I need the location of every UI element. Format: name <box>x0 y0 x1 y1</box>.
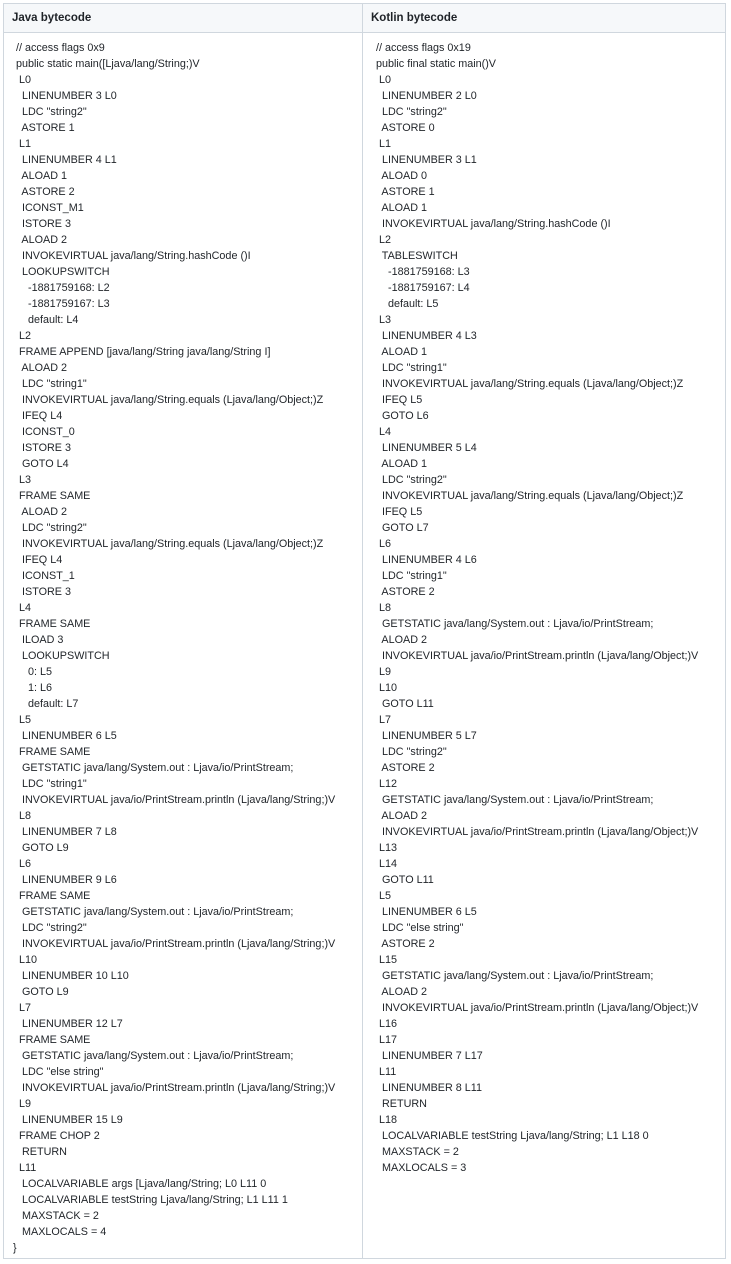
java-code-line: FRAME CHOP 2 <box>13 1130 100 1142</box>
kotlin-code-line: ASTORE 2 <box>373 938 435 950</box>
kotlin-code-line: TABLESWITCH <box>373 250 458 262</box>
kotlin-code-line: ALOAD 1 <box>373 202 428 214</box>
java-code-line: 1: L6 <box>13 682 53 694</box>
kotlin-code-line: L11 <box>373 1066 397 1078</box>
kotlin-code-line: L5 <box>373 890 392 902</box>
java-code-line: INVOKEVIRTUAL java/lang/String.equals (Ljava/lang/Object;)Z <box>13 538 324 550</box>
java-code-line: IFEQ L4 <box>13 554 63 566</box>
kotlin-code-line: L7 <box>373 714 392 726</box>
java-code-line: FRAME SAME <box>13 746 91 758</box>
kotlin-code-line: public final static main()V <box>373 58 497 70</box>
kotlin-code-line: LINENUMBER 4 L3 <box>373 330 477 342</box>
java-code-line: L1 <box>13 138 32 150</box>
java-code-line: L8 <box>13 810 32 822</box>
kotlin-code-line: L12 <box>373 778 398 790</box>
kotlin-code-line: MAXLOCALS = 3 <box>373 1162 467 1174</box>
java-code-line: ASTORE 2 <box>13 186 75 198</box>
kotlin-code-line: LDC "else string" <box>373 922 464 934</box>
java-code-line: RETURN <box>13 1146 67 1158</box>
kotlin-code-line: L13 <box>373 842 398 854</box>
kotlin-code-line: default: L5 <box>373 298 439 310</box>
bytecode-comparison-table <box>3 3 726 1259</box>
java-code-line: ICONST_0 <box>13 426 75 438</box>
kotlin-code-line: ASTORE 1 <box>373 186 435 198</box>
java-code-line: LINENUMBER 7 L8 <box>13 826 117 838</box>
java-code-line: LDC "string1" <box>13 378 87 390</box>
kotlin-code-line: L9 <box>373 666 392 678</box>
kotlin-code-line: LINENUMBER 5 L7 <box>373 730 477 742</box>
java-code-line: LINENUMBER 12 L7 <box>13 1018 123 1030</box>
kotlin-code-line: GOTO L11 <box>373 874 434 886</box>
java-code-line: L4 <box>13 602 32 614</box>
java-code-line: ICONST_1 <box>13 570 75 582</box>
java-code-line: LDC "else string" <box>13 1066 104 1078</box>
java-code-line: L3 <box>13 474 32 486</box>
java-code-line: FRAME SAME <box>13 490 91 502</box>
java-code-line: LOCALVARIABLE args [Ljava/lang/String; L0 L11 0 <box>13 1178 267 1190</box>
kotlin-code-line: MAXSTACK = 2 <box>373 1146 459 1158</box>
java-bytecode-cell <box>4 33 363 1258</box>
java-code-line: MAXLOCALS = 4 <box>13 1226 107 1238</box>
kotlin-code-line: L18 <box>373 1114 398 1126</box>
java-code-line: LINENUMBER 4 L1 <box>13 154 117 166</box>
kotlin-code-line: L8 <box>373 602 392 614</box>
java-code-line: ALOAD 1 <box>13 170 68 182</box>
kotlin-code-line: INVOKEVIRTUAL java/io/PrintStream.println (Ljava/lang/Object;)V <box>373 1002 699 1014</box>
kotlin-code-line: ALOAD 1 <box>373 458 428 470</box>
kotlin-code-line: -1881759167: L4 <box>373 282 470 294</box>
kotlin-code-line: INVOKEVIRTUAL java/io/PrintStream.println (Ljava/lang/Object;)V <box>373 650 699 662</box>
java-code-line: FRAME SAME <box>13 890 91 902</box>
java-code-line: L6 <box>13 858 32 870</box>
kotlin-code-line: ASTORE 2 <box>373 586 435 598</box>
java-code-line: ALOAD 2 <box>13 506 68 518</box>
kotlin-code-line: INVOKEVIRTUAL java/io/PrintStream.println (Ljava/lang/Object;)V <box>373 826 699 838</box>
kotlin-code-line: LINENUMBER 4 L6 <box>373 554 477 566</box>
java-code-line: -1881759168: L2 <box>13 282 110 294</box>
java-code-line: GOTO L4 <box>13 458 69 470</box>
kotlin-code-line: IFEQ L5 <box>373 394 423 406</box>
kotlin-code-line: ALOAD 2 <box>373 986 428 998</box>
kotlin-code-line: LDC "string2" <box>373 746 447 758</box>
kotlin-code-line: L0 <box>373 74 392 86</box>
java-code-line: LINENUMBER 10 L10 <box>13 970 129 982</box>
java-code-line: LINENUMBER 9 L6 <box>13 874 117 886</box>
java-code-line: IFEQ L4 <box>13 410 63 422</box>
java-code-line: LINENUMBER 3 L0 <box>13 90 117 102</box>
java-code-line: LDC "string1" <box>13 778 87 790</box>
java-code-line: L9 <box>13 1098 32 1110</box>
java-code-line: ICONST_M1 <box>13 202 84 214</box>
kotlin-code-line: RETURN <box>373 1098 427 1110</box>
java-code-line: -1881759167: L3 <box>13 298 110 310</box>
java-code-line: public static main([Ljava/lang/String;)V <box>13 58 200 70</box>
java-code-line: ISTORE 3 <box>13 442 72 454</box>
java-code-line: ISTORE 3 <box>13 586 72 598</box>
java-code-line: L0 <box>13 74 32 86</box>
kotlin-code-line: LINENUMBER 3 L1 <box>373 154 477 166</box>
kotlin-code-line: L1 <box>373 138 392 150</box>
kotlin-code-line: LDC "string1" <box>373 362 447 374</box>
java-code-line: LDC "string2" <box>13 106 87 118</box>
kotlin-code-line: L10 <box>373 682 398 694</box>
java-code-line: GETSTATIC java/lang/System.out : Ljava/io/PrintStream; <box>13 906 294 918</box>
kotlin-code-line: LINENUMBER 7 L17 <box>373 1050 483 1062</box>
kotlin-code-line: LDC "string2" <box>373 474 447 486</box>
java-code-line: FRAME APPEND [java/lang/String java/lang/String I] <box>13 346 271 358</box>
java-code-line: LOCALVARIABLE testString Ljava/lang/String; L1 L11 1 <box>13 1194 288 1206</box>
java-code-line: LOOKUPSWITCH <box>13 650 110 662</box>
kotlin-code-line: ASTORE 0 <box>373 122 435 134</box>
kotlin-code-line: L16 <box>373 1018 398 1030</box>
kotlin-code-line: LDC "string2" <box>373 106 447 118</box>
kotlin-bytecode-header: Kotlin bytecode <box>371 12 458 24</box>
kotlin-code-line: LINENUMBER 2 L0 <box>373 90 477 102</box>
kotlin-code-line: INVOKEVIRTUAL java/lang/String.equals (Ljava/lang/Object;)Z <box>373 490 684 502</box>
kotlin-code-line: LINENUMBER 6 L5 <box>373 906 477 918</box>
java-code-line: L7 <box>13 1002 32 1014</box>
kotlin-code-line: LINENUMBER 8 L11 <box>373 1082 483 1094</box>
table-body-row <box>4 33 725 1258</box>
kotlin-code-line: L15 <box>373 954 398 966</box>
kotlin-code-line: -1881759168: L3 <box>373 266 470 278</box>
java-code-line: // access flags 0x9 <box>13 42 105 54</box>
java-code-line: FRAME SAME <box>13 1034 91 1046</box>
kotlin-code-line: LINENUMBER 5 L4 <box>373 442 477 454</box>
java-code-line: ILOAD 3 <box>13 634 64 646</box>
kotlin-code-line: LDC "string1" <box>373 570 447 582</box>
kotlin-bytecode-cell <box>363 33 731 1258</box>
java-code-line: LDC "string2" <box>13 522 87 534</box>
java-code-line: LINENUMBER 15 L9 <box>13 1114 123 1126</box>
java-code-line: INVOKEVIRTUAL java/lang/String.hashCode ()I <box>13 250 251 262</box>
java-code-line: GETSTATIC java/lang/System.out : Ljava/io/PrintStream; <box>13 1050 294 1062</box>
java-code-line: ISTORE 3 <box>13 218 72 230</box>
java-code-line: L11 <box>13 1162 37 1174</box>
java-code-line: 0: L5 <box>13 666 53 678</box>
kotlin-code-line: L6 <box>373 538 392 550</box>
java-code-line: MAXSTACK = 2 <box>13 1210 99 1222</box>
kotlin-code-line: IFEQ L5 <box>373 506 423 518</box>
kotlin-code-line: ALOAD 1 <box>373 346 428 358</box>
kotlin-code-line: GETSTATIC java/lang/System.out : Ljava/io/PrintStream; <box>373 970 654 982</box>
kotlin-code-line: GOTO L6 <box>373 410 429 422</box>
java-code-line: INVOKEVIRTUAL java/io/PrintStream.println (Ljava/lang/String;)V <box>13 938 336 950</box>
java-code-line: L5 <box>13 714 32 726</box>
kotlin-code-line: ASTORE 2 <box>373 762 435 774</box>
java-code-line: default: L4 <box>13 314 79 326</box>
kotlin-code-line: GETSTATIC java/lang/System.out : Ljava/io/PrintStream; <box>373 618 654 630</box>
java-code-line: ASTORE 1 <box>13 122 75 134</box>
java-code-line: LINENUMBER 6 L5 <box>13 730 117 742</box>
kotlin-code-line: INVOKEVIRTUAL java/lang/String.hashCode ()I <box>373 218 611 230</box>
java-code-line: L10 <box>13 954 38 966</box>
java-code-line: LDC "string2" <box>13 922 87 934</box>
kotlin-code-line: L4 <box>373 426 392 438</box>
kotlin-code-line: ALOAD 2 <box>373 634 428 646</box>
java-code-line: INVOKEVIRTUAL java/io/PrintStream.println (Ljava/lang/String;)V <box>13 1082 336 1094</box>
kotlin-code-line: GETSTATIC java/lang/System.out : Ljava/io/PrintStream; <box>373 794 654 806</box>
kotlin-code-line: GOTO L11 <box>373 698 434 710</box>
java-code-line: L2 <box>13 330 32 342</box>
java-code-line: ALOAD 2 <box>13 234 68 246</box>
kotlin-code-line: ALOAD 2 <box>373 810 428 822</box>
java-code-line: GOTO L9 <box>13 842 69 854</box>
kotlin-code-line: // access flags 0x19 <box>373 42 471 54</box>
java-code-line: INVOKEVIRTUAL java/lang/String.equals (Ljava/lang/Object;)Z <box>13 394 324 406</box>
java-code-line: GOTO L9 <box>13 986 69 998</box>
kotlin-code-line: GOTO L7 <box>373 522 429 534</box>
kotlin-code-line: L3 <box>373 314 392 326</box>
kotlin-code-line: L2 <box>373 234 392 246</box>
java-code-line: INVOKEVIRTUAL java/io/PrintStream.println (Ljava/lang/String;)V <box>13 794 336 806</box>
java-bytecode-header: Java bytecode <box>4 4 363 32</box>
kotlin-code-line: ALOAD 0 <box>373 170 428 182</box>
table-header-row <box>4 4 725 33</box>
kotlin-code-line: LOCALVARIABLE testString Ljava/lang/String; L1 L18 0 <box>373 1130 649 1142</box>
kotlin-code-line: L17 <box>373 1034 398 1046</box>
java-code-line: } <box>13 1242 17 1254</box>
java-code-line: FRAME SAME <box>13 618 91 630</box>
java-code-line: GETSTATIC java/lang/System.out : Ljava/io/PrintStream; <box>13 762 294 774</box>
java-code-line: LOOKUPSWITCH <box>13 266 110 278</box>
kotlin-code-line: INVOKEVIRTUAL java/lang/String.equals (Ljava/lang/Object;)Z <box>373 378 684 390</box>
java-code-line: ALOAD 2 <box>13 362 68 374</box>
java-code-line: default: L7 <box>13 698 79 710</box>
kotlin-code-line: L14 <box>373 858 398 870</box>
